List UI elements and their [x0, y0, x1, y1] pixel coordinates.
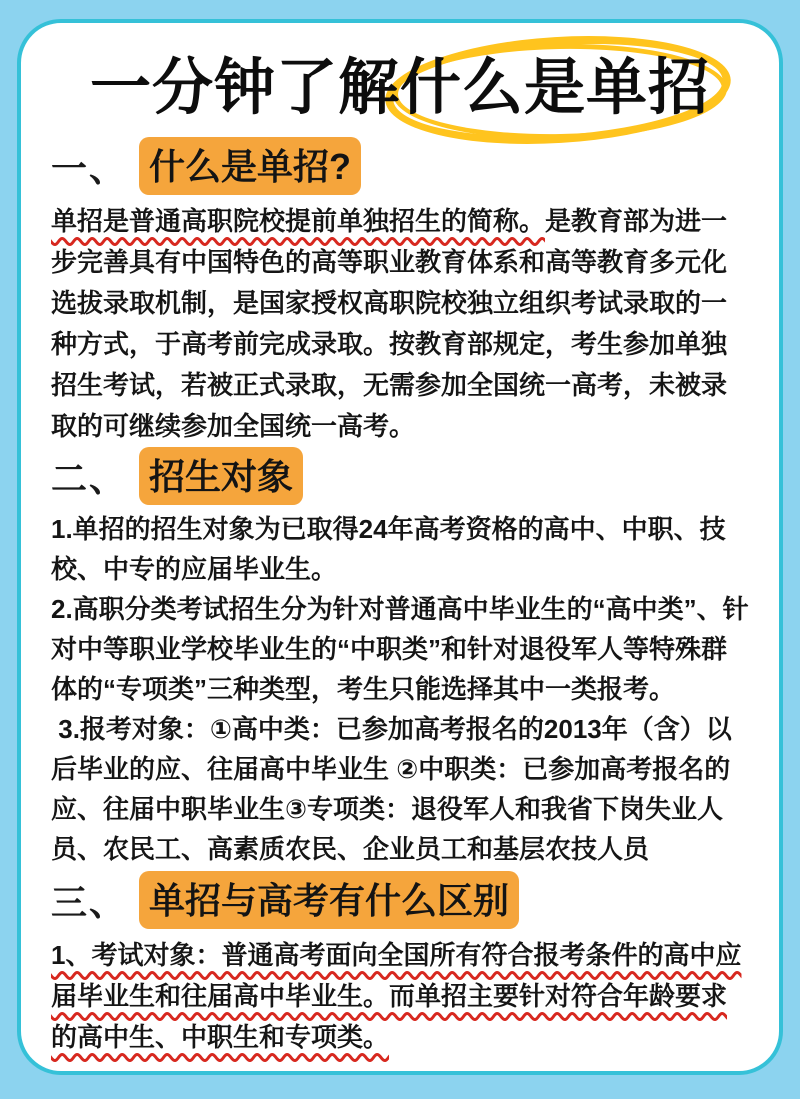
- section-one-number: 一、: [51, 147, 128, 189]
- section-three-paragraph: [51, 935, 749, 1058]
- section-one-heading: [51, 141, 763, 191]
- underlined-comparison: 1、考试对象：普通高考面向全国所有符合报考条件的高中应届毕业生和往届高中毕业生。而单招主要针对符合年龄要求的高中生、中职生和专项类。: [51, 940, 742, 1052]
- section-one-badge: 什么是单招?: [139, 137, 361, 195]
- section-three-badge: 单招与高考有什么区别: [139, 871, 519, 929]
- title-block: [37, 53, 763, 123]
- section-three-number: 三、: [51, 881, 128, 923]
- main-title: [37, 53, 763, 121]
- section-two-list: [37, 509, 763, 869]
- definition-rest: 是教育部为进一步完善具有中国特色的高等职业教育体系和高等教育多元化选拔录取机制，是国家授权高职院校独立组织考试录取的一种方式，于高考前完成录取。按教育部规定，考生参加单独招生考试，若被正式录取，无需参加全国统一高考，未被录取的可继续参加全国统一高考。: [51, 206, 728, 441]
- main-title-prefix: 一分钟了解: [89, 53, 400, 121]
- section-two-number: 二、: [51, 457, 128, 499]
- underlined-definition: 单招是普通高职院校提前单独招生的简称。: [51, 206, 546, 236]
- list-item: 1.单招的招生对象为已取得24年高考资格的高中、中职、技校、中专的应届毕业生。: [51, 514, 726, 584]
- info-card: [17, 19, 783, 1075]
- list-item: 2.高职分类考试招生分为针对普通高中毕业生的“高中类”、针对中等职业学校毕业生的“中职类”和针对退役军人等特殊群体的“专项类”三种类型，考生只能选择其中一类报考。: [51, 594, 749, 704]
- list-item: 3.报考对象：①高中类：已参加高考报名的2013年（含）以后毕业的应、往届高中毕业生 ②中职类：已参加高考报名的应、往届中职毕业生③专项类：退役军人和我省下岗失业人员、农民工、高素质农民、企业员工和基层农技人员: [51, 714, 732, 864]
- main-title-highlight: 什么是单招: [400, 53, 711, 121]
- section-three-heading: [51, 875, 763, 925]
- section-two-badge: 招生对象: [139, 447, 303, 505]
- section-two-heading: [51, 451, 763, 501]
- section-one-paragraph: [51, 201, 749, 447]
